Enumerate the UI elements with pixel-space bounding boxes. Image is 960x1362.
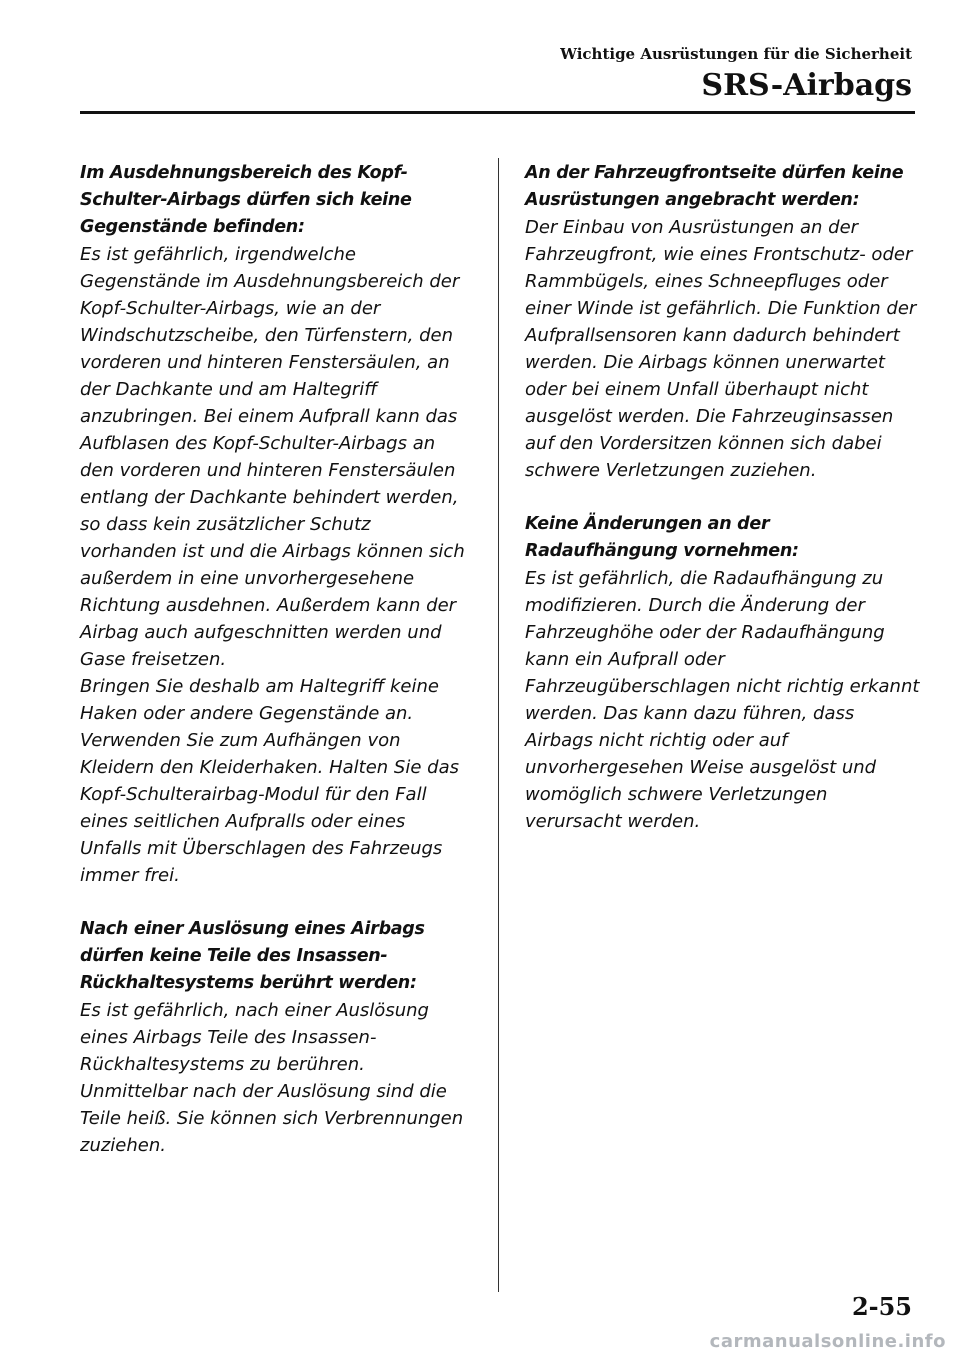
column-divider [498,158,499,1292]
header-rule [80,111,915,114]
page-header [48,44,912,106]
section-label: Wichtige Ausrüstungen für die Sicherheit [560,45,912,63]
warning-text: Es ist gefährlich, die Radaufhängung zu modifizieren. Durch die Änderung der Fahrzeughöhe oder der Radaufhängung kann ein Aufprall oder Fahrzeugüberschlagen nicht richtig erkannt werden. Das kann dazu führen, dass Airbags nicht richtig oder auf unvorhergesehen Weise ausgelöst und womöglich schwere Verletzungen verursacht werden. [525,568,920,832]
warning-heading: Nach einer Auslösung eines Airbags dürfen keine Teile des Insassen-Rückhaltesystems berührt werden: [80,919,425,993]
warning-text: Der Einbau von Ausrüstungen an der Fahrzeugfront, wie eines Frontschutz- oder Rammbügels, eines Schneepfluges oder einer Winde ist gefährlich. Die Funktion der Aufprallsensoren kann dadurch behindert werden. Die Airbags können unerwartet oder bei einem Unfall überhaupt nicht ausgelöst werden. Die Fahrzeuginsassen auf den Vordersitzen können sich dabei schwere Verletzungen zuziehen. [525,217,917,481]
left-column [80,160,470,1186]
warning-heading: Keine Änderungen an der Radaufhängung vornehmen: [525,514,799,561]
warning-heading: Im Ausdehnungsbereich des Kopf-Schulter-Airbags dürfen sich keine Gegenstände befinden: [80,163,412,237]
warning-block-suspension [525,511,920,835]
warning-heading: An der Fahrzeugfrontseite dürfen keine Ausrüstungen angebracht werden: [525,163,904,210]
warning-text: Es ist gefährlich, irgendwelche Gegenstände im Ausdehnungsbereich der Kopf-Schulter-Airbags, wie an der Windschutzscheibe, den Türfenstern, den vorderen und hinteren Fenstersäulen, an der Dachkante und am Haltegriff anzubringen. Bei einem Aufprall kann das Aufblasen des Kopf-Schulter-Airbags an den vorderen und hinteren Fenstersäulen entlang der Dachkante behindert werden, so dass kein zusätzlicher Schutz vorhanden ist und die Airbags können sich außerdem in eine unvorhergesehene Richtung ausdehnen. Außerdem kann der Airbag auch aufgeschnitten werden und Gase freisetzen. [80,244,465,670]
warning-text: Bringen Sie deshalb am Haltegriff keine Haken oder andere Gegenstände an. Verwenden Sie zum Aufhängen von Kleidern den Kleiderhaken. Halten Sie das Kopf-Schulterairbag-Modul für den Fall eines seitlichen Aufpralls oder eines Unfalls mit Überschlagen des Fahrzeugs immer frei. [80,676,459,886]
warning-block-after-deployment [80,916,470,1159]
warning-block-headspace [80,160,470,889]
warning-text: Es ist gefährlich, nach einer Auslösung eines Airbags Teile des Insassen-Rückhaltesystems zu berühren. Unmittelbar nach der Auslösung sind die Teile heiß. Sie können sich Verbrennungen zuziehen. [80,1000,464,1156]
warning-block-front-equipment [525,160,920,484]
page-title: SRS-Airbags [701,68,912,103]
right-column [525,160,920,862]
watermark: carmanualsonline.info [709,1331,946,1352]
page-number: 2-55 [851,1292,912,1321]
